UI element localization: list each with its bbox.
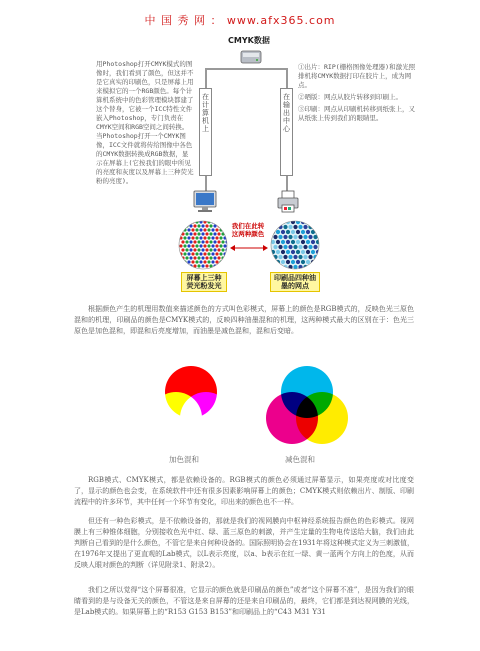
texture-dot (187, 252, 190, 255)
computer-note: 用Photoshop打开CMYK模式的图像时，我们看到了颜色，但这并不是它真实的印刷色，只是屏幕上用来模拟它的一个RGB颜色。每个计算机系统中的色彩管理模块都建了这个替身，它被一个ICC特性文件嵌入Photoshop，专门负责在CMYK空间和RGB空间之间转换。当Photoshop打开一个CMYK图像，ICC文件就将传给图像中各色的CMYK数据转换成RGB数据，显示在屏幕上(它按我们的眼中所见的亮度和灰度以及屏幕上三种荧光粉的亮度)。 (96, 60, 194, 185)
texture-dot (296, 220, 300, 224)
texture-dot (311, 250, 315, 254)
texture-dot (203, 252, 206, 255)
texture-dot (191, 244, 194, 247)
texture-dot (193, 232, 196, 235)
texture-dot (278, 265, 282, 269)
texture-dot (201, 264, 204, 267)
texture-dot (283, 245, 287, 249)
texture-dot (189, 232, 192, 235)
hard-drive-icon (240, 47, 262, 67)
texture-dot (313, 265, 317, 269)
texture-dot (217, 232, 220, 235)
texture-dot (179, 220, 182, 223)
double-arrow-icon (230, 244, 268, 252)
texture-dot (205, 256, 208, 259)
texture-dot (191, 252, 194, 255)
texture-dot (179, 228, 182, 231)
texture-dot (207, 244, 210, 247)
paragraph-lab-mode: 但还有一种色彩模式，是不依赖设备的，那就是我们的视网膜向中枢神经系统报告颜色的色彩模式。视网膜上有三种锥体细胞，分别接收色光中红、绿、蓝三原色的刺激，并产生定量的生物电传送给大脑，我们由此判断自己看到的是什么颜色，不管它是来自何种设备的。国际照明协会在1931年将这种模式定义为三刺激值，在1976年又提出了更直观的Lab模式，以L表示亮度，以a、b表示在红一绿、黄一蓝两个方向上的色度，从而反映人眼对颜色的判断（详见附录1、附录2）。 (74, 517, 414, 569)
texture-dot (207, 236, 210, 239)
texture-dot (291, 260, 295, 264)
texture-dot (271, 220, 275, 224)
texture-dot (211, 228, 214, 231)
output-step-3: ③印刷：网点从印刷机转移到纸张上，又从纸张上传到我们的眼睛里。 (298, 105, 415, 122)
texture-dot (201, 224, 204, 227)
texture-dot (288, 225, 292, 229)
texture-dot (189, 256, 192, 259)
texture-dot (306, 250, 310, 254)
texture-dot (301, 230, 305, 234)
printer-icon (276, 190, 300, 214)
texture-dot (286, 240, 290, 244)
texture-dot (191, 228, 194, 231)
texture-dot (219, 220, 222, 223)
texture-dot (185, 232, 188, 235)
texture-dot (187, 236, 190, 239)
texture-dot (201, 256, 204, 259)
texture-dot (278, 235, 282, 239)
texture-dot (215, 260, 218, 263)
additive-mixing-image (138, 362, 244, 448)
texture-dot (203, 236, 206, 239)
texture-dot (201, 240, 204, 243)
texture-dot (199, 244, 202, 247)
texture-dot (293, 255, 297, 259)
texture-dot (203, 228, 206, 231)
texture-dot (278, 245, 282, 249)
texture-dot (276, 230, 280, 234)
texture-dot (189, 240, 192, 243)
texture-dot (288, 255, 292, 259)
texture-dot (273, 235, 277, 239)
texture-dot (181, 264, 184, 267)
texture-dot (225, 264, 228, 267)
texture-dot (179, 260, 182, 263)
texture-dot (185, 240, 188, 243)
texture-dot (195, 236, 198, 239)
texture-dot (187, 220, 190, 223)
texture-dot (207, 260, 210, 263)
texture-dot (283, 225, 287, 229)
texture-dot (316, 240, 320, 244)
texture-dot (215, 244, 218, 247)
texture-dot (293, 225, 297, 229)
texture-dot (183, 236, 186, 239)
texture-dot (296, 260, 300, 264)
texture-dot (205, 264, 208, 267)
rgb-phosphor-dots-image (178, 220, 228, 270)
texture-dot (271, 260, 275, 264)
texture-dot (209, 232, 212, 235)
site-header: 中 国 秀 网 ： www.afx365.com (144, 14, 336, 27)
texture-dot (316, 260, 320, 264)
texture-dot (189, 248, 192, 251)
texture-dot (185, 248, 188, 251)
cmyk-halftone-dots-image (270, 220, 320, 270)
texture-dot (197, 256, 200, 259)
texture-dot (183, 244, 186, 247)
texture-dot (201, 248, 204, 251)
texture-dot (311, 240, 315, 244)
texture-dot (209, 256, 212, 259)
texture-dot (187, 228, 190, 231)
texture-dot (201, 232, 204, 235)
texture-dot (179, 244, 182, 247)
texture-dot (308, 235, 312, 239)
texture-dot (219, 244, 222, 247)
texture-dot (203, 244, 206, 247)
texture-dot (207, 252, 210, 255)
cmyk-data-label: CMYK数据 (228, 36, 270, 45)
texture-dot (195, 260, 198, 263)
texture-dot (225, 224, 228, 227)
texture-dot (209, 224, 212, 227)
texture-dot (199, 236, 202, 239)
screen-phosphor-caption: 屏幕上三种荧光粉发光 (181, 272, 227, 292)
texture-dot (217, 264, 220, 267)
texture-dot (313, 225, 317, 229)
texture-dot (221, 240, 224, 243)
texture-dot (183, 252, 186, 255)
texture-dot (219, 252, 222, 255)
texture-dot (195, 252, 198, 255)
texture-dot (298, 245, 302, 249)
paragraph-device-dependent: RGB模式、CMYK模式，都是依赖设备的。RGB模式的颜色必须通过屏幕显示，如果亮度或对比度变了，显示的颜色也会变，在系统软件中还有很多因素影响屏幕上的颜色；CMYK模式则依赖出片、制版、印刷流程中的许多环节，其中任何一个环节有变化，印出来的颜色也不一样。 (74, 476, 414, 506)
convert-label: 我们在此转这两种颜色 (231, 222, 265, 238)
texture-dot (276, 220, 280, 224)
texture-dot (223, 260, 226, 263)
texture-dot (286, 230, 290, 234)
texture-dot (223, 220, 226, 223)
texture-dot (211, 244, 214, 247)
texture-dot (193, 240, 196, 243)
texture-dot (276, 250, 280, 254)
texture-dot (199, 228, 202, 231)
texture-dot (207, 228, 210, 231)
connector-top (205, 68, 288, 70)
texture-dot (303, 245, 307, 249)
texture-dot (296, 250, 300, 254)
output-step-1: ①出片：RIP(栅格图像处理器)和激光照排机将CMYK数据打印在胶片上，成为网点。 (298, 63, 416, 89)
texture-dot (298, 225, 302, 229)
texture-dot (213, 248, 216, 251)
texture-dot (225, 232, 228, 235)
texture-dot (298, 255, 302, 259)
texture-dot (197, 240, 200, 243)
texture-dot (215, 252, 218, 255)
texture-dot (303, 255, 307, 259)
texture-dot (303, 235, 307, 239)
texture-dot (286, 250, 290, 254)
texture-dot (316, 220, 320, 224)
texture-dot (291, 220, 295, 224)
texture-dot (291, 240, 295, 244)
texture-dot (301, 250, 305, 254)
texture-dot (288, 235, 292, 239)
texture-dot (283, 255, 287, 259)
texture-dot (273, 245, 277, 249)
texture-dot (221, 264, 224, 267)
texture-dot (217, 256, 220, 259)
texture-dot (211, 252, 214, 255)
texture-dot (197, 264, 200, 267)
texture-dot (283, 235, 287, 239)
texture-dot (273, 265, 277, 269)
texture-dot (221, 248, 224, 251)
texture-dot (185, 264, 188, 267)
texture-dot (308, 265, 312, 269)
texture-dot (311, 220, 315, 224)
texture-dot (291, 230, 295, 234)
texture-dot (293, 265, 297, 269)
texture-dot (301, 260, 305, 264)
texture-dot (205, 232, 208, 235)
texture-dot (211, 260, 214, 263)
texture-dot (281, 260, 285, 264)
paragraph-screen-accuracy: 我们之所以觉得“这个屏幕很准，它显示的颜色就是印刷品的颜色”或者“这个屏幕不准”，是因为我们的眼睛看到的是与设备无关的颜色，不管这是来自屏幕的还是来自印刷品的，最终，它们都是到达视网膜的光线，是Lab模式的。如果屏幕上的“R153 G153 B153”和印刷品上的“C43 M31 Y31 (74, 586, 414, 616)
texture-dot (223, 228, 226, 231)
texture-dot (301, 240, 305, 244)
texture-dot (215, 236, 218, 239)
texture-dot (215, 228, 218, 231)
paragraph-color-modes: 根据颜色产生的机理用数值来描述颜色的方式叫色彩模式，屏幕上的颜色是RGB模式的，反映色光三原色混和的机理，印刷品的颜色是CMYK模式的，反映四种油墨混和的机理，这两种模式最大的区别在于：色光三原色是加色混和，即混和后亮度增加，而油墨是减色混和，混和后变暗。 (74, 305, 414, 335)
texture-dot (296, 240, 300, 244)
texture-dot (197, 224, 200, 227)
on-computer-box: 在计算机上 (199, 88, 212, 176)
texture-dot (195, 244, 198, 247)
subtractive-mixing-image (254, 362, 360, 448)
print-ink-caption: 印刷品四种油墨的网点 (270, 272, 320, 292)
texture-dot (273, 225, 277, 229)
texture-dot (276, 240, 280, 244)
output-steps-note (298, 63, 416, 126)
texture-dot (187, 244, 190, 247)
texture-dot (221, 224, 224, 227)
texture-dot (225, 256, 228, 259)
texture-dot (199, 252, 202, 255)
texture-dot (288, 245, 292, 249)
texture-dot (191, 260, 194, 263)
texture-dot (306, 220, 310, 224)
connector-left-top (205, 70, 207, 90)
texture-dot (199, 260, 202, 263)
texture-dot (223, 244, 226, 247)
texture-dot (205, 224, 208, 227)
texture-dot (286, 260, 290, 264)
texture-dot (278, 255, 282, 259)
texture-dot (298, 235, 302, 239)
texture-dot (191, 236, 194, 239)
texture-dot (281, 240, 285, 244)
texture-dot (291, 250, 295, 254)
texture-dot (308, 245, 312, 249)
texture-dot (193, 224, 196, 227)
texture-dot (181, 224, 184, 227)
texture-dot (195, 228, 198, 231)
texture-dot (187, 260, 190, 263)
texture-dot (181, 248, 184, 251)
texture-dot (185, 256, 188, 259)
texture-dot (293, 245, 297, 249)
texture-dot (296, 230, 300, 234)
texture-dot (308, 255, 312, 259)
additive-caption: 加色混和 (169, 455, 199, 464)
texture-dot (181, 240, 184, 243)
output-center-box: 在输出中心 (280, 88, 293, 176)
cmyk-workflow-diagram (0, 0, 480, 290)
texture-dot (193, 248, 196, 251)
texture-dot (217, 248, 220, 251)
texture-dot (306, 230, 310, 234)
texture-dot (316, 230, 320, 234)
texture-dot (197, 248, 200, 251)
texture-dot (303, 225, 307, 229)
subtractive-caption: 减色混和 (285, 455, 315, 464)
texture-dot (209, 240, 212, 243)
texture-dot (213, 240, 216, 243)
texture-dot (203, 260, 206, 263)
texture-dot (211, 236, 214, 239)
texture-dot (306, 260, 310, 264)
texture-dot (193, 256, 196, 259)
output-step-2: ②晒版：网点从胶片转移到印刷上。 (298, 93, 402, 101)
monitor-icon (192, 190, 218, 214)
texture-dot (213, 232, 216, 235)
texture-dot (219, 236, 222, 239)
texture-dot (293, 235, 297, 239)
texture-dot (183, 220, 186, 223)
texture-dot (281, 250, 285, 254)
texture-dot (209, 248, 212, 251)
texture-dot (205, 240, 208, 243)
texture-dot (313, 245, 317, 249)
texture-dot (215, 220, 218, 223)
texture-dot (306, 240, 310, 244)
texture-dot (197, 232, 200, 235)
texture-dot (213, 256, 216, 259)
texture-dot (205, 248, 208, 251)
texture-dot (217, 240, 220, 243)
texture-dot (281, 230, 285, 234)
connector-right-top (286, 70, 288, 90)
